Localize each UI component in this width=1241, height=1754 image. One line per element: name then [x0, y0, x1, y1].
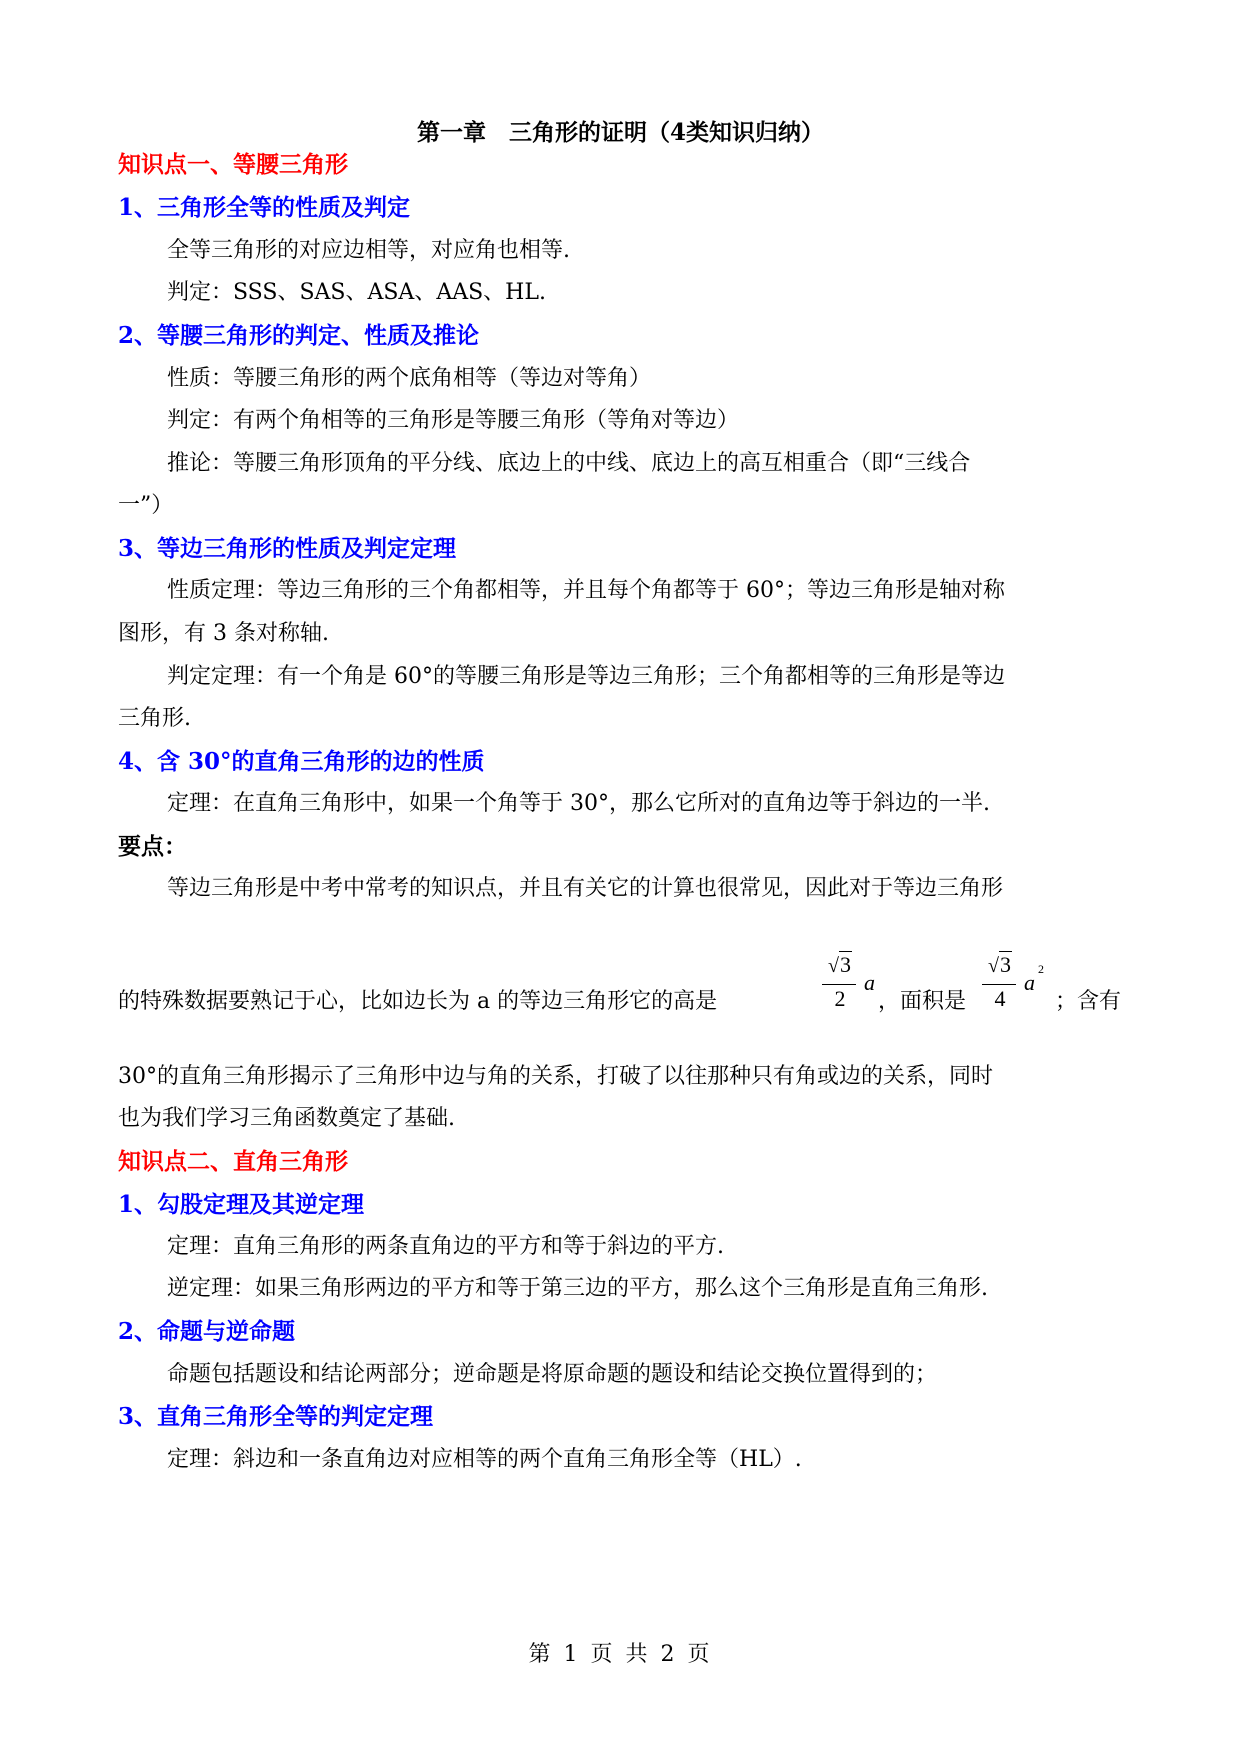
section-2-2-heading: 2、命题与逆命题 [118, 1318, 296, 1345]
key-points-heading: 要点： [118, 833, 187, 860]
knowledge-point-1-heading: 知识点一、等腰三角形 [118, 151, 348, 178]
section-1-4-heading: 4、含 30°的直角三角形的边的性质 [118, 748, 485, 775]
paragraph: 图形，有 3 条对称轴. [118, 621, 329, 646]
paragraph: 三角形. [118, 706, 191, 731]
paragraph: 定理：斜边和一条直角边对应相等的两个直角三角形全等（HL）. [167, 1447, 802, 1472]
paragraph: 性质：等腰三角形的两个底角相等（等边对等角） [167, 366, 652, 391]
paragraph-part: ，面积是 [878, 989, 967, 1014]
page-title: 第一章 三角形的证明（4类知识归纳） [416, 119, 824, 146]
paragraph: 全等三角形的对应边相等，对应角也相等. [167, 238, 570, 263]
paragraph-part: 的特殊数据要熟记于心，比如边长为 a 的等边三角形它的高是 [118, 989, 718, 1014]
paragraph: 性质定理：等边三角形的三个角都相等，并且每个角都等于 60°；等边三角形是轴对称 [167, 578, 1005, 603]
paragraph: 30°的直角三角形揭示了三角形中边与角的关系，打破了以往那种只有角或边的关系，同时 [118, 1064, 993, 1089]
formula-numerator: √3 [988, 952, 1011, 977]
paragraph: 判定定理：有一个角是 60°的等腰三角形是等边三角形；三个角都相等的三角形是等边 [167, 664, 1005, 689]
page-footer: 第 1 页 共 2 页 [528, 1642, 713, 1667]
paragraph-part: ；含有 [1055, 989, 1122, 1014]
formula-numerator: √3 [828, 952, 851, 977]
paragraph: 命题包括题设和结论两部分；逆命题是将原命题的题设和结论交换位置得到的； [167, 1362, 938, 1387]
area-formula [980, 952, 1060, 1022]
knowledge-point-2-heading: 知识点二、直角三角形 [118, 1148, 348, 1175]
section-1-3-heading: 3、等边三角形的性质及判定定理 [118, 535, 457, 562]
formula-variable: a [864, 970, 875, 995]
section-2-1-heading: 1、勾股定理及其逆定理 [118, 1191, 365, 1218]
formula-denominator: 2 [834, 986, 846, 1011]
formula-exponent: 2 [1038, 962, 1044, 976]
formula-variable: a [1024, 970, 1035, 995]
formula-denominator: 4 [994, 986, 1006, 1011]
paragraph: 定理：直角三角形的两条直角边的平方和等于斜边的平方. [167, 1234, 724, 1259]
paragraph: 也为我们学习三角函数奠定了基础. [118, 1106, 455, 1131]
paragraph: 判定：SSS、SAS、ASA、AAS、HL. [167, 280, 546, 305]
paragraph: 逆定理：如果三角形两边的平方和等于第三边的平方，那么这个三角形是直角三角形. [167, 1276, 988, 1301]
fraction-bar [982, 984, 1016, 985]
section-1-2-heading: 2、等腰三角形的判定、性质及推论 [118, 322, 480, 349]
section-1-1-heading: 1、三角形全等的性质及判定 [118, 194, 411, 221]
paragraph: 推论：等腰三角形顶角的平分线、底边上的中线、底边上的高互相重合（即“三线合 [167, 451, 971, 476]
section-2-3-heading: 3、直角三角形全等的判定定理 [118, 1403, 434, 1430]
paragraph: 等边三角形是中考中常考的知识点，并且有关它的计算也很常见，因此对于等边三角形 [167, 876, 1004, 901]
paragraph: 一”） [118, 493, 174, 518]
fraction-bar [822, 984, 856, 985]
paragraph: 定理：在直角三角形中，如果一个角等于 30°，那么它所对的直角边等于斜边的一半. [167, 791, 990, 816]
paragraph: 判定：有两个角相等的三角形是等腰三角形（等角对等边） [167, 408, 740, 433]
